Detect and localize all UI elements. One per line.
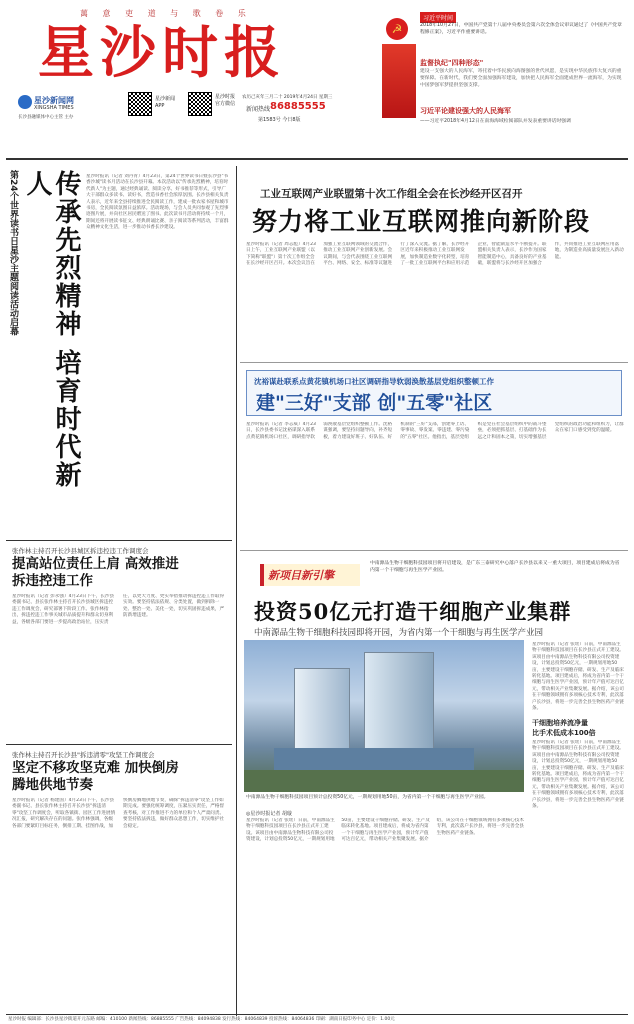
notice-quote: 建设一支强大的人民海军，寄托着中华民族向海图强的世代夙愿，是实现中华民族伟大复兴的重要保障。在新时代，我们要全面加强海军建设，加快把人民海军全面建成世界一流海军，为实现中国梦强军梦提供坚强支撑。 <box>420 69 622 88</box>
mid-blue-story <box>240 368 628 546</box>
stem-cell-right-body: 星沙时报讯（记者 张瑶）日前，中南源品生物干细胞科技园项目在长沙县正式开工建设。该项目由中南源品生物科技有限公司投资建设，计划总投资50亿元，一期规划用地50亩，主要建设干细胞存储、研发、生产及临床转化基地。项目建成后，将成为省内第一个干细胞与再生医学产业园，预计年产值可达百亿元，带动相关产业集聚发展。据介绍，该公司在干细胞领域拥有多项核心技术专利，此次落户长沙县，将进一步完善全县生物医药产业链条。 <box>532 642 624 712</box>
stem-cell-signature: ◎星沙时报记者 胡璇 <box>246 811 292 817</box>
left-mid-body: 星沙时报讯（记者 彭永强）4月23日下午，长沙县委副书记、县长张作林主持召开长沙县城区拆违控违工作调度会，研究部署下阶段工作。张作林指出，拆违控违工作事关城市品质提升和群众切身利益，各级各部门要进一步提高政治站位，压实责任，以更大力度、更实举措推动拆违控违工作取得实效。要坚持依法依规、分类处置，做到拆除一处、整治一处、美化一处，切实巩固拆违成果，严防新增违建。 <box>12 594 225 625</box>
main-lead-kicker: 工业互联网产业联盟第十次工作组全会在长沙经开区召开 <box>260 188 523 200</box>
main-lead <box>240 166 628 356</box>
footer-rule <box>6 1014 628 1015</box>
left-mid-kicker: 张作林主持召开长沙县城区拆违控违工作调度会 <box>12 547 149 555</box>
notice-quote-source: ——习近平2018年4月12日在南海海域检阅部队并发表重要讲话时强调 <box>420 119 571 124</box>
left-feature-title: 传承先烈精神 培育时代新人 <box>22 170 81 490</box>
main-lead-divider <box>240 362 628 363</box>
left-column-divider <box>236 166 237 546</box>
masthead-title: 星沙时报 <box>38 21 286 86</box>
mid-blue-title: 建"三好"支部 创"五零"社区 <box>256 392 493 414</box>
left-mid-divider <box>6 540 232 541</box>
left-feature <box>6 166 232 536</box>
stem-cell-right-box-title: 干细胞培养流净量 <box>532 719 588 727</box>
left-bottom-body: 星沙时报讯（记者 杨建国）4月23日下午，长沙县委副书记、县长张作林主持召开长沙县"拆违清零"攻坚工作调度会，听取各镇街、园区工作进展情况汇报，研究解决存在的问题。张作林强调，各级各部门要紧盯目标任务，倒排工期、挂图作战，加快倒房腾地供地节奏，确保"拆违清零"攻坚工作如期完成。要强化统筹调度，压紧压实责任，严格督查考核，对工作推进不力的单位和个人严肃问责。要坚持依法拆违，做好群众思想工作，切实维护社会稳定。 <box>12 798 225 829</box>
masthead-slogan: 萬 意 吏 道 与 歌 卷 乐 <box>80 9 252 18</box>
brand-logo-icon <box>18 95 32 109</box>
hotline-number: 86885555 <box>270 101 326 112</box>
notice-banner <box>382 44 416 118</box>
stem-cell-caption: 中南源品生物干细胞科技园项目预计总投资50亿元，一期规划用地50亩，为省内第一个干细胞与再生医学产业园。 <box>246 795 489 800</box>
notice-tag: 习近平时间 <box>420 12 456 23</box>
stem-cell-badge-text: 新项目新引擎 <box>268 569 334 582</box>
hotline-label: 新闻热线 <box>246 106 271 113</box>
main-lead-body: 星沙时报讯（记者 周志彪）4月23日上午，工业互联网产业联盟（以下简称"联盟"）第十次工作组全会在长沙经开区召开。本次会议旨在加强工业互联网领域的交流合作，推动工业互联网产业创新发展。会议期间，与会代表围绕工业互联网平台、网络、安全、标准等议题进行了深入交流。据了解，长沙经开区近年来积极推动工业互联网发展，加快制造业数字化转型，培育了一批工业互联网平台和应用示范企业，智能制造水平不断提升。联盟相关负责人表示，长沙作为国家智能制造中心，具备良好的产业基础，联盟将与长沙经开区加强合作，共同推进工业互联网应用落地，为制造业高质量发展注入新动能。 <box>246 242 624 267</box>
masthead-date: 农历己亥年三月二十 2019年4月24日 星期三 <box>242 95 333 100</box>
left-bottom-kicker: 张作林主持召开长沙县"拆违清零"攻坚工作调度会 <box>12 751 155 759</box>
brand-name: 星沙新闻网 <box>34 96 74 105</box>
masthead <box>12 6 370 156</box>
stem-cell-body: 星沙时报讯（记者 张瑶）日前，中南源品生物干细胞科技园项目在长沙县正式开工建设。该项目由中南源品生物科技有限公司投资建设，计划总投资50亿元，一期规划用地50亩，主要建设干细胞存储、研发、生产及临床转化基地。项目建成后，将成为省内第一个干细胞与再生医学产业园，预计年产值可达百亿元，带动相关产业集聚发展。据介绍，该公司在干细胞领域拥有多项核心技术专利，此次落户长沙县，将进一步完善全县生物医药产业链条。 <box>246 818 524 843</box>
stem-cell-subtitle: 中南源品生物干细胞科技园即将开园，为省内第一个干细胞与再生医学产业园 <box>254 628 544 638</box>
masthead-divider <box>6 158 628 160</box>
lower-column-divider <box>236 546 237 1016</box>
notice-box <box>382 6 630 154</box>
mid-blue-kicker: 沈裕谋赴联系点黄花镇机场口社区调研指导软弱涣散基层党组织整顿工作 <box>254 377 494 386</box>
left-mid-story <box>6 544 232 744</box>
party-emblem-icon: ☭ <box>386 18 408 40</box>
weixin-label: 星沙时报官方微信 <box>215 94 236 107</box>
qr-weixin-icon <box>188 92 212 116</box>
brand-en: XINGSHA TIMES <box>34 105 74 111</box>
left-bottom-title: 坚定不移攻坚克难 加快倒房腾地供地节奏 <box>12 760 179 793</box>
notice-subhead: 监督执纪"四种形态" <box>420 59 484 67</box>
left-mid-title: 提高站位责任上肩 高效推进拆违控违工作 <box>12 556 179 589</box>
stem-cell-rendering <box>244 640 524 792</box>
building-podium <box>274 748 474 772</box>
stem-cell-right-box-sub: 比手术低成本100倍 <box>532 729 596 737</box>
stem-cell-divider <box>240 550 628 551</box>
building-ground <box>244 770 524 792</box>
app-label: 星沙新闻APP <box>155 96 176 109</box>
stem-cell-story <box>240 554 628 1014</box>
mid-blue-body: 星沙时报讯（记者 李志威）4月23日，长沙县委书记沈裕谋深入联系点黄花镇机场口社区，调研指导软弱涣散基层党组织整顿工作。沈裕谋强调，要坚持问题导向，补齐短板，着力建设好班子、好队伍、好机制的"三好"支部，创建零上访、零事故、零发案、零违建、零污染的"五零"社区。他指出，基层党组织是党在社会基层组织中的战斗堡垒，必须把抓基层、打基础作为长远之计和固本之策，切实增强基层党组织的政治功能和组织力，让群众在家门口感受到党的温暖。 <box>246 422 624 440</box>
left-bottom-divider <box>6 744 232 745</box>
left-feature-body: 星沙时报讯（记者 刘丹青）4月23日，第24个世界读书日暨长沙县"书香沙城"读书月活动在长沙县开幕。本次活动以"传承先烈精神，培育时代新人"为主题，通过经典诵读、阅读分享、好书推荐等形式，引导广大干部群众多读书、读好书，营造书香社会浓厚氛围。长沙县相关负责人表示，近年来全县持续推进全民阅读工作，建成一批农家书屋和城市书房，全民阅读氛围日益浓厚。活动现场，与会人员共同参观了先烈事迹图片展，并向社区居民赠送了图书。此次读书月活动将持续一个月，期间还将开展读书征文、经典朗诵比赛、亲子阅读等系列活动，丰富群众精神文化生活，进一步推动书香长沙建设。 <box>86 174 229 231</box>
stem-cell-title: 投资50亿元打造干细胞产业集群 <box>254 599 572 624</box>
notice-intro: 2018年10月27日，中国共产党第十八届中央委员会第六次全体会议审议通过了《中国共产党章程修正案》，习近平作重要讲话。 <box>420 23 622 35</box>
footer-text: 星沙时报 编辑部：长沙县星沙街道开元东路 邮编：410100 新闻热线：86885555 广告热线：84094838 发行热线：84064839 投诉热线：84064836 印刷：湖南日报印务中心 定价：1.00元 <box>8 1017 395 1022</box>
issue-number: 第1583号 今日8版 <box>258 117 301 123</box>
qr-app-icon <box>128 92 152 116</box>
stem-cell-intro: 中南源品生物干细胞科技园项目将开启建设，是广东三泰研究中心落户长沙县以来又一重大项目，项目建成后将成为省内第一个干细胞与再生医学产业园。 <box>370 561 620 573</box>
stem-cell-right-body-2: 星沙时报讯（记者 张瑶）日前，中南源品生物干细胞科技园项目在长沙县正式开工建设。该项目由中南源品生物科技有限公司投资建设，计划总投资50亿元，一期规划用地50亩，主要建设干细胞存储、研发、生产及临床转化基地。项目建成后，将成为省内第一个干细胞与再生医学产业园，预计年产值可达百亿元，带动相关产业集聚发展。据介绍，该公司在干细胞领域拥有多项核心技术专利，此次落户长沙县，将进一步完善全县生物医药产业链条。 <box>532 740 624 810</box>
left-bottom-story <box>6 748 232 1014</box>
brand-sub: 长沙县融媒体中心主管 主办 <box>18 115 74 120</box>
main-lead-title: 努力将工业互联网推向新阶段 <box>252 207 591 236</box>
left-feature-kicker: 第24个世界读书日星沙主题阅读活动启幕 <box>8 170 18 336</box>
notice-bottom-title: 习近平论建设强大的人民海军 <box>420 107 511 115</box>
